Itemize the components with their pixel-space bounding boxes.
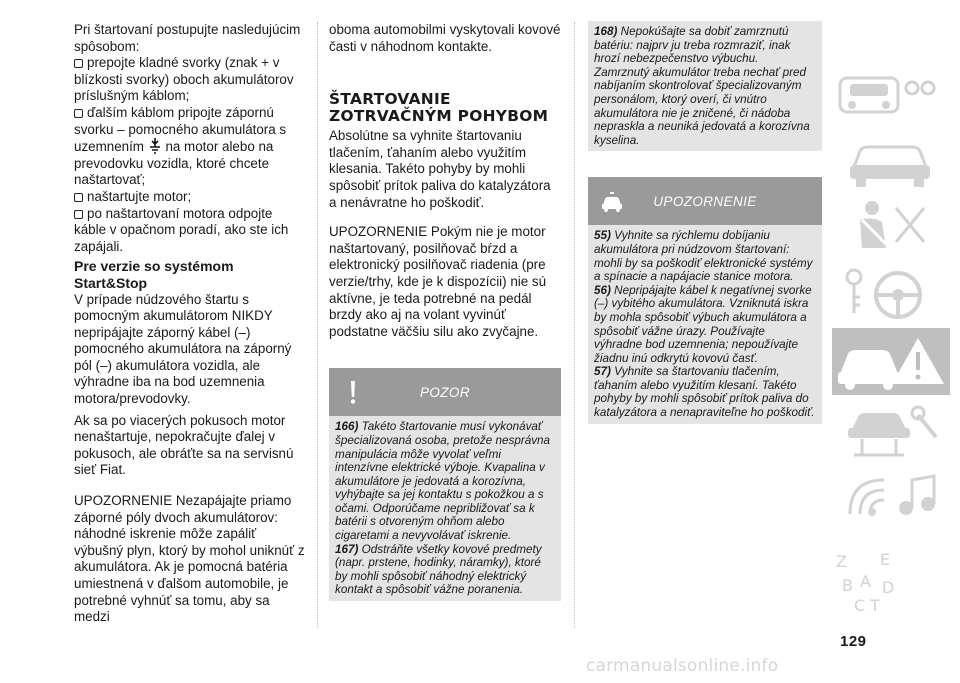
ground-symbol-icon — [148, 138, 162, 154]
caution-banner — [329, 368, 561, 416]
index-letter: A — [860, 572, 871, 591]
warning-167: 167) Odstráňte všetky kovové predmety (napr. prstene, hodinky, náramky), ktoré by mohli spôsobiť náhodný elektrický kontakt a spôsobiť vážne poranenia. — [335, 542, 542, 597]
paragraph: oboma automobilmi vyskytovali kovové časti v náhodnom kontakte. — [329, 22, 561, 54]
notice-banner — [588, 177, 822, 225]
list-item: ďalším káblom pripojte zápornú svorku – pomocného akumulátora s uzemnením na motor alebo na prevodovku vozidla, ktoré chcete naštartovať; — [74, 104, 287, 188]
column-3 — [588, 22, 822, 424]
paragraph-warning: UPOZORNENIE Nezapájajte priamo záporné póly dvoch akumulátorov: náhodné iskrenie môže zapáliť výbušný plyn, ktorý by mohol uniknúť z akumulátora. Ak je pomocná batéria umiestnená v ďalšom automobile, je potrebné vyhnúť sa tomu, aby sa medzi — [74, 493, 305, 625]
index-letter: E — [880, 550, 891, 569]
banner-label: UPOZORNENIE — [653, 194, 757, 210]
warning-box — [588, 21, 822, 151]
page-number: 129 — [840, 633, 867, 650]
dashboard-car-icon — [832, 60, 950, 127]
notice-55: 55) Vyhnite sa rýchlemu dobíjaniu akumulátora pri núdzovom štartovaní: mohli by sa poškodiť elektronické systémy a spínacie a napájacie stanice motora. — [594, 229, 813, 284]
notice-box — [588, 225, 822, 423]
warning-166: 166) Takéto štartovanie musí vykonávať špecializovaná osoba, pretože nesprávna manipulácia môže vyvolať veľmi intenzívne elektrické výboje. Kvapalina v akumulátore je jedovatá a korozívna, vyhýbajte sa jej kontaktu s pokožkou a s očami. Odporúčame nepribližovať sa k batérii s otvoreným ohňom alebo cigaretami a nevyvolávať iskrenie. — [335, 420, 551, 543]
chapter-tab-safety[interactable] — [832, 194, 950, 261]
warning-triangle-car-icon — [832, 328, 950, 395]
chapter-tab-vehicle[interactable] — [832, 127, 950, 194]
bullet-icon — [74, 193, 83, 202]
list-item: prepojte kladné svorky (znak + v blízkosti svorky) oboch akumulátorov príslušným káblom; — [74, 55, 294, 104]
notice-56: 56) Nepripájajte kábel k negatívnej svorke (–) vybitého akumulátora. Vzniknutá iskra by mohla spôsobiť výbuch akumulátora a spôsobiť vážne úrazy. Používajte výhradne bod uzemnenia; nepoužívajte žiadnu inú odkrytú kovovú časť. — [594, 283, 812, 365]
chapter-tab-maintenance[interactable] — [832, 395, 950, 462]
section-heading-start-stop: Pre verzie so systémom Start&Stop — [74, 258, 234, 291]
list-item: naštartujte motor; — [74, 189, 306, 206]
chapter-tab-multimedia[interactable] — [832, 462, 950, 529]
index-letter: D — [882, 578, 895, 597]
multimedia-music-icon — [832, 462, 950, 529]
car-lift-wrench-icon — [832, 395, 950, 462]
paragraph: Ak sa po viacerých pokusoch motor nenaštartuje, nepokračujte ďalej v pokusoch, ale obráťte sa na servisnú sieť Fiat. — [74, 412, 294, 478]
car-front-icon — [832, 127, 950, 194]
bullet-icon — [74, 59, 83, 68]
warning-168: 168) Nepokúšajte sa dobiť zamrznutú batériu: najprv ju treba rozmraziť, inak hrozí nebezpečenstvo výbuchu. Zamrznutý akumulátor treba nechať pred nabíjaním skontrolovať špecializovaným personálom, ktorý overí, či vnútro akumulátora nie je zničené, či nádoba nepraskla a neuniká jedovatá a korozívna kyselina. — [594, 25, 810, 147]
seatbelt-passenger-icon — [832, 194, 950, 261]
column-2 — [329, 22, 561, 601]
column-divider — [317, 22, 318, 628]
column-divider — [574, 22, 575, 628]
chapter-tab-driving[interactable] — [832, 261, 950, 328]
section-heading-inertia-start: ŠTARTOVANIE ZOTRVAČNÝM POHYBOM — [329, 90, 549, 126]
paragraph: V prípade núdzového štartu s pomocným akumulátorom NIKDY nepripájajte záporný kábel (–) pomocného akumulátora na záporný pól (–) akumulátora vozidla, ale výhradne iba na bod uzemnenia motora/prevodovky. — [74, 291, 292, 407]
chapter-tab-index[interactable] — [832, 545, 950, 615]
index-letter: Z — [836, 552, 847, 571]
watermark[interactable]: carmanualsonline.info — [586, 656, 779, 676]
bullet-icon — [74, 210, 83, 219]
notice-57: 57) Vyhnite sa štartovaniu tlačením, ťahaním alebo využitím klesaní. Takéto pohyby by mohli spôsobiť prítok paliva do katalyzátora a nenapraviteľne ho poškodiť. — [594, 365, 815, 420]
banner-label: POZOR — [419, 385, 470, 401]
column-1 — [74, 22, 306, 626]
list-item: po naštartovaní motora odpojte káble v opačnom poradí, ako ste ich zapájali. — [74, 205, 289, 254]
index-letter: B — [842, 576, 853, 595]
index-letter: T — [870, 596, 880, 615]
paragraph-warning: UPOZORNENIE Pokým nie je motor naštartovaný, posilňovač bŕzd a elektronický posilňovač riadenia (pre verzie/trhy, kde je k dispozícii) nie sú aktívne, je teda potrebné na pedál brzdy ako aj na volant vyvinúť podstatne väčšiu silu ako zvyčajne. — [329, 224, 547, 339]
paragraph: Absolútne sa vyhnite štartovaniu tlačením, ťahaním alebo využitím klesania. Takéto pohyby by mohli spôsobiť prítok paliva do katalyzátora a nenávratne ho poškodiť. — [329, 128, 551, 210]
steering-wheel-key-icon — [832, 261, 950, 328]
intro-text: Pri štartovaní postupujte nasledujúcim spôsobom: — [74, 22, 301, 54]
chapter-tab-dashboard[interactable] — [832, 60, 950, 127]
bullet-icon — [74, 109, 83, 118]
alphabetical-index-icon — [832, 545, 950, 615]
index-letter: C — [854, 596, 866, 615]
chapter-tab-emergency[interactable] — [832, 328, 950, 395]
warning-box — [329, 416, 561, 601]
